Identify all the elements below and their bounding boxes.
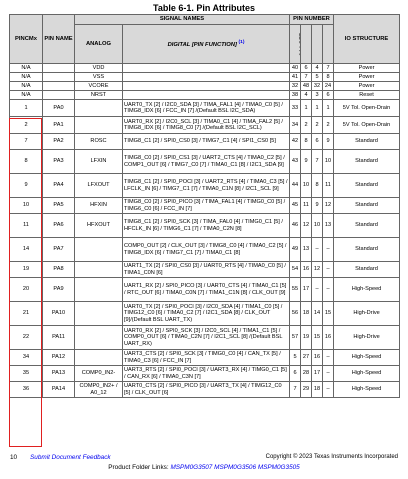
analog-cell bbox=[75, 238, 123, 262]
io-structure-cell: High-Speed bbox=[334, 278, 400, 302]
pin-48lqfp-cell: 2 bbox=[301, 117, 312, 134]
pin-48lqfp-cell: 29 bbox=[301, 382, 312, 398]
pin-name-cell: PA5 bbox=[43, 198, 75, 214]
product-folder-links bbox=[0, 464, 408, 471]
pincm-cell: 20 bbox=[10, 278, 43, 302]
digital-cell: TIMG8_C1 [2] / SPI0_SCK [3] / TIMA_FAL0 [4] / TIMG0_C1 [5] / HFCLK_IN [6] / TIMG6_C1 [7] / TIMA0_C2N [8] bbox=[123, 214, 290, 238]
table-row bbox=[10, 366, 400, 382]
pin-name-cell: PA10 bbox=[43, 302, 75, 326]
io-structure-cell: Standard bbox=[334, 262, 400, 278]
analog-cell bbox=[75, 326, 123, 350]
pin-32vqfn-cell: 9 bbox=[312, 198, 323, 214]
analog-cell: COMP0_IN2+ / A0_12 bbox=[75, 382, 123, 398]
pincm-cell: 36 bbox=[10, 382, 43, 398]
pincm-cell: 9 bbox=[10, 174, 43, 198]
digital-cell: COMP0_OUT [2] / CLK_OUT [3] / TIMG8_C0 [4] / TIMA0_C2 [5] / TIMG8_IDX [6] / TIMG7_C1 [7] / TIMA0_C1 [8] bbox=[123, 238, 290, 262]
pin-32vqfn-cell: 3 bbox=[312, 91, 323, 100]
pin-rows bbox=[10, 64, 400, 398]
pin-28vssop-cell: – bbox=[323, 366, 334, 382]
analog-cell bbox=[75, 117, 123, 134]
pin-name-cell: PA7 bbox=[43, 238, 75, 262]
folder-label: Product Folder Links: bbox=[108, 464, 169, 471]
table-row bbox=[10, 302, 400, 326]
header-pin-number: PIN NUMBER bbox=[290, 15, 334, 25]
io-structure-cell: Standard bbox=[334, 238, 400, 262]
pin-48lqfp-cell: 19 bbox=[301, 326, 312, 350]
pin-48lqfp-cell: 18 bbox=[301, 302, 312, 326]
pincm-cell: 14 bbox=[10, 238, 43, 262]
pin-32vqfn-cell: 7 bbox=[312, 150, 323, 174]
digital-cell: UART0_CTS [2] / SPI0_PICO [3] / UART3_TX [4] / TIMG12_C0 [5] / CLK_OUT [6] bbox=[123, 382, 290, 398]
table-row bbox=[10, 134, 400, 150]
analog-cell: VCORE bbox=[75, 82, 123, 91]
pin-64lqfp-cell: 56 bbox=[290, 302, 301, 326]
io-structure-cell: High-Speed bbox=[334, 350, 400, 366]
pin-name-cell bbox=[43, 82, 75, 91]
table-row bbox=[10, 326, 400, 350]
pin-32vqfn-cell: – bbox=[312, 238, 323, 262]
pin-48lqfp-cell: 17 bbox=[301, 278, 312, 302]
pin-48lqfp-cell: 11 bbox=[301, 198, 312, 214]
table-row bbox=[10, 214, 400, 238]
feedback-link[interactable]: Submit Document Feedback bbox=[30, 454, 111, 461]
header-signal-names: SIGNAL NAMES bbox=[75, 15, 290, 25]
pin-48lqfp-cell: 1 bbox=[301, 100, 312, 117]
io-structure-cell: 5V Tol. Open-Drain bbox=[334, 117, 400, 134]
header-pkg-64lqfp bbox=[290, 25, 301, 64]
table-title: Table 6-1. Pin Attributes bbox=[152, 3, 255, 13]
pin-28vssop-cell: 13 bbox=[323, 214, 334, 238]
pin-48lqfp-cell: 48 bbox=[301, 82, 312, 91]
pin-64lqfp-cell: 32 bbox=[290, 82, 301, 91]
pin-64lqfp-cell: 54 bbox=[290, 262, 301, 278]
pin-64lqfp-cell: 45 bbox=[290, 198, 301, 214]
pin-64lqfp-cell: 5 bbox=[290, 350, 301, 366]
pin-name-cell: PA13 bbox=[43, 366, 75, 382]
pin-28vssop-cell: – bbox=[323, 238, 334, 262]
pin-64lqfp-cell: 57 bbox=[290, 326, 301, 350]
analog-cell: LFXIN bbox=[75, 150, 123, 174]
digital-cell bbox=[123, 73, 290, 82]
analog-cell bbox=[75, 262, 123, 278]
pin-64lqfp-cell: 34 bbox=[290, 117, 301, 134]
pin-64lqfp-cell: 44 bbox=[290, 174, 301, 198]
pin-48lqfp-cell: 9 bbox=[301, 150, 312, 174]
pin-32vqfn-cell: – bbox=[312, 278, 323, 302]
pin-name-cell: PA9 bbox=[43, 278, 75, 302]
header-digital bbox=[123, 25, 290, 64]
analog-cell: COMP0_IN2- bbox=[75, 366, 123, 382]
pin-28vssop-cell: 24 bbox=[323, 82, 334, 91]
digital-cell: UART3_RTS [2] / SPI0_POCI [3] / UART3_RX [4] / TIMG0_C1 [5] / CAN_RX [6] / TIMA0_C3N [7] bbox=[123, 366, 290, 382]
pin-28vssop-cell: 8 bbox=[323, 73, 334, 82]
pincm-cell: 7 bbox=[10, 134, 43, 150]
pin-32vqfn-cell: 6 bbox=[312, 134, 323, 150]
header-pkg-32vqfn bbox=[312, 25, 323, 64]
pin-32vqfn-cell: 12 bbox=[312, 262, 323, 278]
pin-28vssop-cell: – bbox=[323, 262, 334, 278]
pin-32vqfn-cell: 18 bbox=[312, 382, 323, 398]
io-structure-cell: Standard bbox=[334, 174, 400, 198]
pincm-cell: 34 bbox=[10, 350, 43, 366]
analog-cell: HFXOUT bbox=[75, 214, 123, 238]
pin-48lqfp-cell: 7 bbox=[301, 73, 312, 82]
pincm-cell: 8 bbox=[10, 150, 43, 174]
pin-32vqfn-cell: 10 bbox=[312, 214, 323, 238]
io-structure-cell: Reset bbox=[334, 91, 400, 100]
digital-cell: UART1_RX [2] / SPI0_PICO [3] / UART0_CTS [4] / TIMA0_C1 [5] / RTC_OUT [6] / TIMA0_C0N [7] / TIMA1_C1N [8] / CLK_OUT [9] bbox=[123, 278, 290, 302]
io-structure-cell: Power bbox=[334, 73, 400, 82]
digital-cell bbox=[123, 91, 290, 100]
pin-name-cell: PA12 bbox=[43, 350, 75, 366]
table-row bbox=[10, 262, 400, 278]
digital-cell: TIMG8_C1 [2] / SPI0_POCI [3] / UART2_RTS [4] / TIMA0_C3 [5] / LFCLK_IN [6] / TIMG7_C1 [7] / TIMA0_C1N [8] / I2C1_SCL [9] bbox=[123, 174, 290, 198]
digital-cell bbox=[123, 64, 290, 73]
pincm-cell: 10 bbox=[10, 198, 43, 214]
pin-name-cell: PA3 bbox=[43, 150, 75, 174]
io-structure-cell: Power bbox=[334, 64, 400, 73]
analog-cell bbox=[75, 278, 123, 302]
pin-64lqfp-cell: 43 bbox=[290, 150, 301, 174]
pincm-cell: 22 bbox=[10, 326, 43, 350]
header-digital-label: DIGITAL [PIN FUNCTION] bbox=[167, 41, 237, 48]
pin-32vqfn-cell: 2 bbox=[312, 117, 323, 134]
pin-64lqfp-cell: 46 bbox=[290, 214, 301, 238]
pincm-cell: 35 bbox=[10, 366, 43, 382]
pin-64lqfp-cell: 33 bbox=[290, 100, 301, 117]
table-row bbox=[10, 64, 400, 73]
digital-cell: TIMG8_C0 [2] / SPI0_PICO [3] / TIMA_FAL1 [4] / TIMG0_C0 [5] / TIMG6_C0 [6] / FCC_IN [7] bbox=[123, 198, 290, 214]
pin-48lqfp-cell: 12 bbox=[301, 214, 312, 238]
pin-28vssop-cell: 2 bbox=[323, 117, 334, 134]
pin-64lqfp-cell: 42 bbox=[290, 134, 301, 150]
pincm-cell: N/A bbox=[10, 91, 43, 100]
digital-cell: UART0_TX [2] / I2C0_SDA [3] / TIMA_FAL1 [4] / TIMA0_C0 [5] / TIMG8_IDX [6] / FCC_IN [7] /(Default BSL I2C_SDA) bbox=[123, 100, 290, 117]
pin-28vssop-cell: – bbox=[323, 350, 334, 366]
pincm-cell: N/A bbox=[10, 64, 43, 73]
digital-cell: TIMG8_C0 [2] / SPI0_CS1 [3] / UART2_CTS [4] / TIMA0_C2 [5] / COMP1_OUT [6] / TIMG7_C0 [7] / TIMA0_C1 [8] / I2C1_SDA [9] bbox=[123, 150, 290, 174]
pin-64lqfp-cell: 41 bbox=[290, 73, 301, 82]
pin-name-cell: PA6 bbox=[43, 214, 75, 238]
io-structure-cell: High-Drive bbox=[334, 326, 400, 350]
pin-name-cell: PA8 bbox=[43, 262, 75, 278]
footnote-link[interactable]: (1) bbox=[238, 39, 245, 45]
pin-64lqfp-cell: 49 bbox=[290, 238, 301, 262]
pin-64lqfp-cell: 38 bbox=[290, 91, 301, 100]
pin-name-cell: PA2 bbox=[43, 134, 75, 150]
pin-64lqfp-cell: 6 bbox=[290, 366, 301, 382]
pin-48lqfp-cell: 6 bbox=[301, 64, 312, 73]
table-row bbox=[10, 117, 400, 134]
pin-32vqfn-cell: 5 bbox=[312, 73, 323, 82]
pincm-cell: N/A bbox=[10, 73, 43, 82]
pin-28vssop-cell: 6 bbox=[323, 91, 334, 100]
header-pincmx: PINCMx bbox=[10, 15, 43, 64]
table-row bbox=[10, 350, 400, 366]
io-structure-cell: Power bbox=[334, 82, 400, 91]
header-analog: ANALOG bbox=[75, 25, 123, 64]
analog-cell: ROSC bbox=[75, 134, 123, 150]
pin-48lqfp-cell: 10 bbox=[301, 174, 312, 198]
table-row bbox=[10, 100, 400, 117]
pin-32vqfn-cell: 16 bbox=[312, 350, 323, 366]
pin-48lqfp-cell: 13 bbox=[301, 238, 312, 262]
analog-cell: VSS bbox=[75, 73, 123, 82]
digital-cell: TIMG8_C1 [2] / SPI0_CS0 [3] / TIMG7_C1 [4] / SPI1_CS0 [5] bbox=[123, 134, 290, 150]
pin-28vssop-cell: 15 bbox=[323, 302, 334, 326]
digital-cell: UART1_TX [2] / SPI0_CS0 [3] / UART0_RTS [4] / TIMA0_C0 [5] / TIMA1_C0N [6] bbox=[123, 262, 290, 278]
pin-name-cell: PA11 bbox=[43, 326, 75, 350]
copyright: Copyright © 2023 Texas Instruments Incorporated bbox=[265, 454, 398, 460]
analog-cell bbox=[75, 302, 123, 326]
digital-cell bbox=[123, 82, 290, 91]
analog-cell bbox=[75, 350, 123, 366]
pin-48lqfp-cell: 4 bbox=[301, 91, 312, 100]
pin-28vssop-cell: 10 bbox=[323, 150, 334, 174]
analog-cell: HFXIN bbox=[75, 198, 123, 214]
pin-64lqfp-cell: 40 bbox=[290, 64, 301, 73]
pin-name-cell: PA0 bbox=[43, 100, 75, 117]
pin-attributes-table bbox=[9, 14, 400, 398]
pin-48lqfp-cell: 27 bbox=[301, 350, 312, 366]
pin-28vssop-cell: 16 bbox=[323, 326, 334, 350]
header-pkg-28vssop bbox=[323, 25, 334, 64]
io-structure-cell: High-Speed bbox=[334, 382, 400, 398]
pin-name-cell bbox=[43, 73, 75, 82]
pin-64lqfp-cell: 55 bbox=[290, 278, 301, 302]
pin-32vqfn-cell: 8 bbox=[312, 174, 323, 198]
digital-cell: UART3_CTS [2] / SPI0_SCK [3] / TIMG0_C0 [4] / CAN_TX [5] / TIMA0_C3 [6] / FCC_IN [7] bbox=[123, 350, 290, 366]
pin-name-cell bbox=[43, 91, 75, 100]
header-pin-name: PIN NAME bbox=[43, 15, 75, 64]
pin-name-cell: PA14 bbox=[43, 382, 75, 398]
folder-parts-link[interactable]: MSPM0G3507 MSPM0G3506 MSPM0G3505 bbox=[170, 464, 300, 471]
table-row bbox=[10, 198, 400, 214]
pin-name-cell: PA4 bbox=[43, 174, 75, 198]
table-row bbox=[10, 382, 400, 398]
digital-cell: UART0_RX [2] / I2C0_SCL [3] / TIMA0_C1 [4] / TIMA_FAL2 [5] / TIMG8_IDX [6] / TIMG8_C0 [7] /(Default BSL I2C_SCL) bbox=[123, 117, 290, 134]
pin-28vssop-cell: 11 bbox=[323, 174, 334, 198]
io-structure-cell: Standard bbox=[334, 198, 400, 214]
page-number: 10 bbox=[10, 454, 18, 461]
analog-cell: NRST bbox=[75, 91, 123, 100]
pin-48lqfp-cell: 28 bbox=[301, 366, 312, 382]
pin-32vqfn-cell: 32 bbox=[312, 82, 323, 91]
table-row bbox=[10, 278, 400, 302]
table-row bbox=[10, 82, 400, 91]
header-io-structure: IO STRUCTURE bbox=[334, 15, 400, 64]
table-row bbox=[10, 238, 400, 262]
io-structure-cell: 5V Tol. Open-Drain bbox=[334, 100, 400, 117]
pin-32vqfn-cell: 15 bbox=[312, 326, 323, 350]
pincm-cell: N/A bbox=[10, 82, 43, 91]
io-structure-cell: High-Drive bbox=[334, 302, 400, 326]
pincm-cell: 2 bbox=[10, 117, 43, 134]
table-row bbox=[10, 150, 400, 174]
pin-32vqfn-cell: 17 bbox=[312, 366, 323, 382]
pin-64lqfp-cell: 7 bbox=[290, 382, 301, 398]
io-structure-cell: Standard bbox=[334, 150, 400, 174]
pin-48lqfp-cell: 8 bbox=[301, 134, 312, 150]
pin-48lqfp-cell: 16 bbox=[301, 262, 312, 278]
pincm-cell: 1 bbox=[10, 100, 43, 117]
pin-name-cell: PA1 bbox=[43, 117, 75, 134]
pin-28vssop-cell: – bbox=[323, 382, 334, 398]
io-structure-cell: High-Speed bbox=[334, 366, 400, 382]
pin-28vssop-cell: – bbox=[323, 278, 334, 302]
digital-cell: UART0_RX [2] / SPI0_SCK [3] / I2C0_SCL [4] / TIMA1_C1 [5] / COMP0_OUT [6] / TIMA0_C2N [7] / I2C1_SCL [8] /(Default BSL UART_RX) bbox=[123, 326, 290, 350]
pin-32vqfn-cell: 1 bbox=[312, 100, 323, 117]
table-row bbox=[10, 73, 400, 82]
header-pkg-48lqfp bbox=[301, 25, 312, 64]
table-row bbox=[10, 174, 400, 198]
pin-name-cell bbox=[43, 64, 75, 73]
pin-28vssop-cell: 12 bbox=[323, 198, 334, 214]
io-structure-cell: Standard bbox=[334, 134, 400, 150]
pin-28vssop-cell: 1 bbox=[323, 100, 334, 117]
pincm-cell: 21 bbox=[10, 302, 43, 326]
analog-cell bbox=[75, 100, 123, 117]
pin-32vqfn-cell: 4 bbox=[312, 64, 323, 73]
analog-cell: VDD bbox=[75, 64, 123, 73]
pincm-cell: 19 bbox=[10, 262, 43, 278]
table-row bbox=[10, 91, 400, 100]
pincm-cell: 11 bbox=[10, 214, 43, 238]
digital-cell: UART0_TX [2] / SPI0_POCI [3] / I2C0_SDA [4] / TIMA1_C0 [5] / TIMG12_C0 [6] / TIMA0_C2 [7] / I2C1_SDA [8] / CLK_OUT [9]/(Default BSL UART_TX) bbox=[123, 302, 290, 326]
pin-32vqfn-cell: 14 bbox=[312, 302, 323, 326]
analog-cell: LFXOUT bbox=[75, 174, 123, 198]
io-structure-cell: Standard bbox=[334, 214, 400, 238]
pin-28vssop-cell: 9 bbox=[323, 134, 334, 150]
pin-28vssop-cell: 7 bbox=[323, 64, 334, 73]
